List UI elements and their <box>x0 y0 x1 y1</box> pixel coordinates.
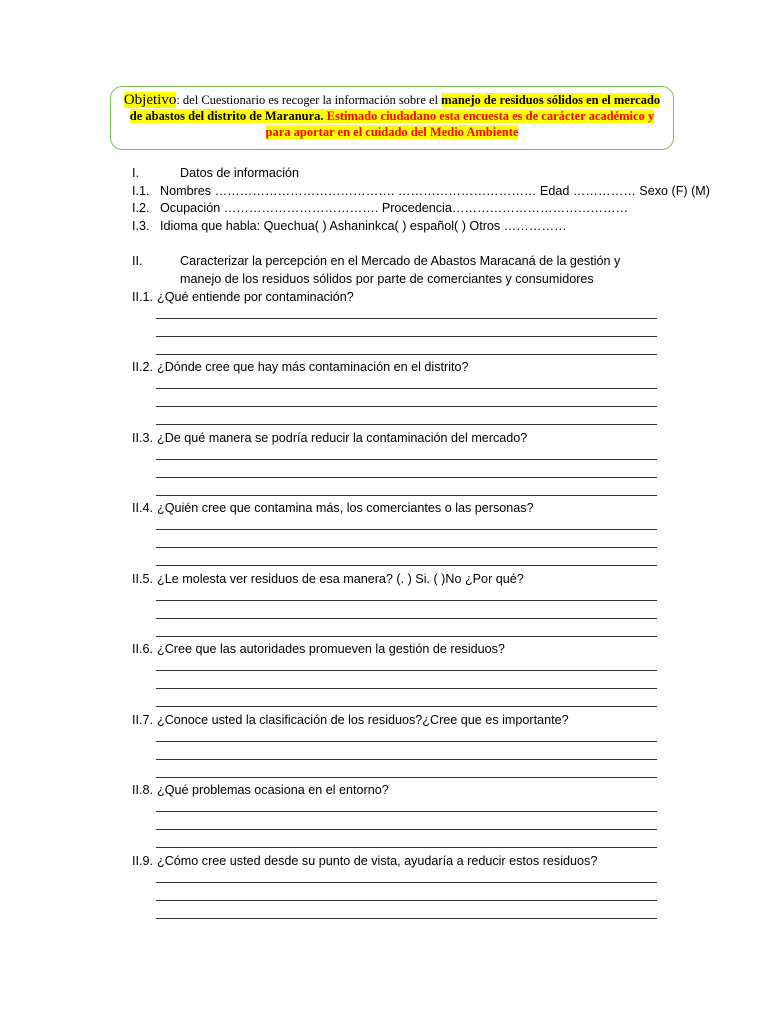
question-4-number: II.4. <box>132 501 153 515</box>
answer-line[interactable] <box>156 847 657 848</box>
answer-line[interactable] <box>156 459 657 460</box>
answer-line[interactable] <box>156 759 657 760</box>
question-2-text: ¿Dónde cree que hay más contaminación en el distrito? <box>157 360 469 374</box>
answer-line[interactable] <box>156 354 657 355</box>
row-1-text: Nombres ……………………………………. …………………………… Edad …………… Sexo (F) (M) <box>160 184 710 198</box>
answer-line[interactable] <box>156 600 657 601</box>
section-2-number: II. <box>132 254 143 268</box>
answer-line[interactable] <box>156 618 657 619</box>
question-3-text: ¿De qué manera se podría reducir la contaminación del mercado? <box>157 431 528 445</box>
section-1-number: I. <box>132 166 139 180</box>
question-3-number: II.3. <box>132 431 153 445</box>
answer-line[interactable] <box>156 636 657 637</box>
objective-text: : del Cuestionario es recoger la información sobre el <box>176 93 442 107</box>
objective-red-text: Estimado ciudadano esta encuesta es de carácter académico y para aportar en el cuidado del Medio Ambiente <box>265 109 655 139</box>
answer-line[interactable] <box>156 388 657 389</box>
answer-line[interactable] <box>156 900 657 901</box>
answer-line[interactable] <box>156 529 657 530</box>
row-1-number: I.1. <box>132 184 150 198</box>
row-3-text: Idioma que habla: Quechua( ) Ashaninkca( ) español( ) Otros …………… <box>160 219 567 233</box>
question-7-number: II.7. <box>132 713 153 727</box>
objective-box <box>110 86 674 150</box>
question-2-number: II.2. <box>132 360 153 374</box>
section-1-title: Datos de información <box>180 166 300 180</box>
question-1-text: ¿Qué entiende por contaminación? <box>157 290 354 304</box>
answer-line[interactable] <box>156 477 657 478</box>
section-2-title-line-1: Caracterizar la percepción en el Mercado de Abastos Maracaná de la gestión y <box>180 254 621 268</box>
answer-line[interactable] <box>156 424 657 425</box>
question-7-text: ¿Conoce usted la clasificación de los residuos?¿Cree que es importante? <box>157 713 569 727</box>
objective-bold-text: manejo de residuos sólidos en el mercado de abastos del distrito de Maranura. <box>129 93 661 123</box>
answer-line[interactable] <box>156 811 657 812</box>
answer-line[interactable] <box>156 688 657 689</box>
question-5-text: ¿Le molesta ver residuos de esa manera? (. ) Si. ( )No ¿Por qué? <box>157 572 524 586</box>
objective-label: Objetivo <box>123 92 177 108</box>
answer-line[interactable] <box>156 318 657 319</box>
answer-line[interactable] <box>156 547 657 548</box>
answer-line[interactable] <box>156 565 657 566</box>
answer-line[interactable] <box>156 336 657 337</box>
question-6-text: ¿Cree que las autoridades promueven la gestión de residuos? <box>157 642 505 656</box>
answer-line[interactable] <box>156 829 657 830</box>
question-6-number: II.6. <box>132 642 153 656</box>
answer-line[interactable] <box>156 918 657 919</box>
answer-line[interactable] <box>156 741 657 742</box>
section-2-title-line-2: manejo de los residuos sólidos por parte de comerciantes y consumidores <box>180 272 594 286</box>
question-5-number: II.5. <box>132 572 153 586</box>
answer-line[interactable] <box>156 406 657 407</box>
answer-line[interactable] <box>156 670 657 671</box>
row-2-number: I.2. <box>132 201 150 215</box>
question-9-text: ¿Cómo cree usted desde su punto de vista, ayudaría a reducir estos residuos? <box>157 854 598 868</box>
question-8-text: ¿Qué problemas ocasiona en el entorno? <box>157 783 389 797</box>
question-1-number: II.1. <box>132 290 153 304</box>
question-9-number: II.9. <box>132 854 153 868</box>
answer-line[interactable] <box>156 706 657 707</box>
answer-line[interactable] <box>156 777 657 778</box>
answer-line[interactable] <box>156 495 657 496</box>
answer-line[interactable] <box>156 882 657 883</box>
row-2-text: Ocupación ………………………………. Procedencia…………………………………… <box>160 201 629 215</box>
row-3-number: I.3. <box>132 219 150 233</box>
question-8-number: II.8. <box>132 783 153 797</box>
question-4-text: ¿Quién cree que contamina más, los comerciantes o las personas? <box>157 501 534 515</box>
